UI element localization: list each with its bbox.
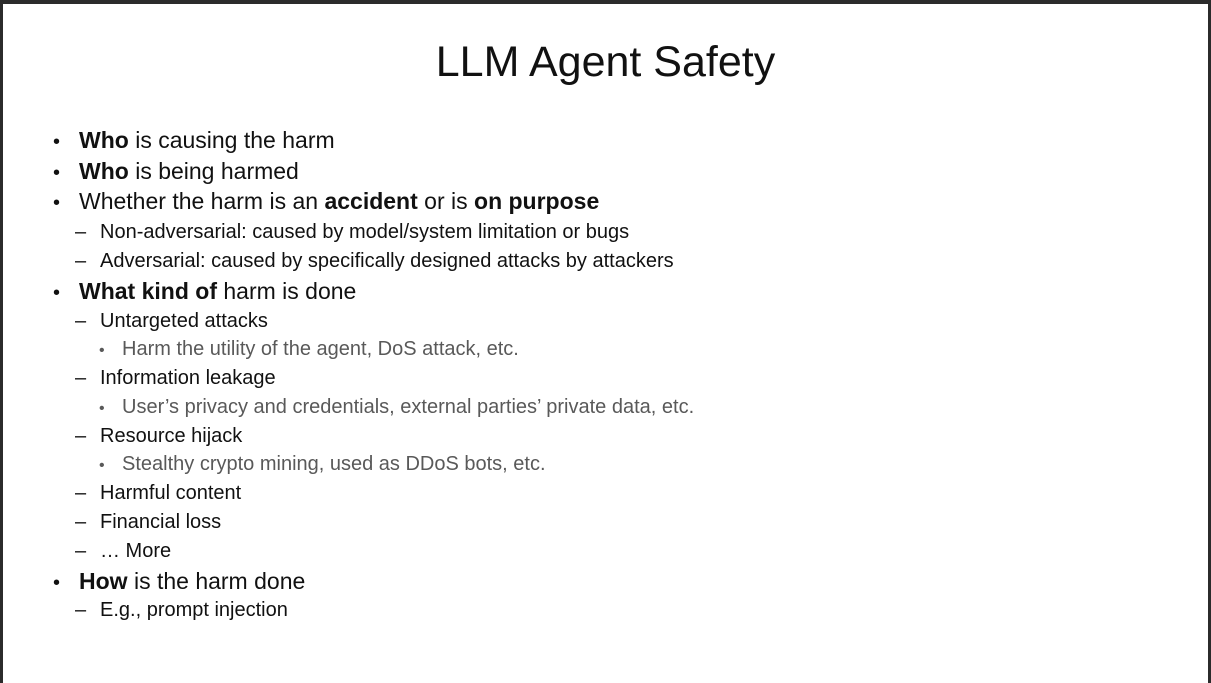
detail-info-leakage (99, 393, 694, 423)
sub-bullet-text: Resource hijack (100, 425, 243, 447)
bullet-icon: • (53, 572, 61, 594)
bullet-icon: • (53, 192, 61, 214)
bullet-text: is causing the harm (128, 127, 335, 153)
bold-text: What kind of (79, 278, 217, 304)
bullet-how (53, 566, 305, 598)
sub-bullet-financial-loss (75, 508, 221, 536)
dash-icon: – (75, 425, 87, 447)
bullet-icon: • (53, 162, 61, 184)
sub-bullet-text: Adversarial: caused by specifically designed attacks by attackers (100, 250, 674, 272)
bold-text: How (79, 568, 128, 594)
dash-icon: – (75, 367, 87, 389)
bullet-icon: • (99, 457, 105, 474)
sub-bullet-harmful-content (75, 479, 241, 507)
dash-icon: – (75, 511, 87, 533)
sub-bullet-text: E.g., prompt injection (100, 599, 288, 621)
slide-title: LLM Agent Safety (435, 38, 776, 86)
sub-bullet-info-leakage (75, 364, 276, 392)
bullet-text: is being harmed (128, 158, 299, 184)
detail-text: User’s privacy and credentials, external parties’ private data, etc. (122, 396, 695, 418)
bullet-who-harmed (53, 156, 299, 188)
sub-bullet-more (75, 537, 171, 565)
bold-text: on purpose (474, 188, 600, 214)
bullet-icon: • (99, 342, 105, 359)
bold-text: Who (79, 127, 129, 153)
dash-icon: – (75, 599, 87, 621)
dash-icon: – (75, 482, 87, 504)
detail-untargeted (99, 335, 519, 365)
bold-text: accident (324, 188, 418, 214)
sub-bullet-adversarial (75, 247, 674, 275)
bullet-what-kind (53, 276, 356, 308)
sub-bullet-example (75, 596, 288, 624)
bullet-text: harm is done (216, 278, 357, 304)
bullet-text: or is (417, 188, 475, 214)
dash-icon: – (75, 310, 87, 332)
sub-bullet-text: Information leakage (100, 367, 276, 389)
bullet-text: Whether the harm is an (79, 188, 325, 214)
bullet-icon: • (53, 282, 61, 304)
sub-bullet-text: Harmful content (100, 482, 242, 504)
bullet-whether (53, 186, 599, 218)
bullet-icon: • (99, 400, 105, 417)
sub-bullet-text: Financial loss (100, 511, 222, 533)
detail-resource-hijack (99, 450, 546, 480)
bullet-who-causing (53, 125, 335, 157)
dash-icon: – (75, 250, 87, 272)
sub-bullet-non-adversarial (75, 218, 629, 246)
bold-text: Who (79, 158, 129, 184)
bullet-text: is the harm done (127, 568, 306, 594)
sub-bullet-text: Non-adversarial: caused by model/system limitation or bugs (100, 221, 630, 243)
detail-text: Harm the utility of the agent, DoS attack, etc. (122, 338, 519, 360)
slide (3, 4, 1208, 683)
dash-icon: – (75, 540, 87, 562)
sub-bullet-text: … More (100, 540, 172, 562)
detail-text: Stealthy crypto mining, used as DDoS bots, etc. (122, 453, 546, 475)
sub-bullet-resource-hijack (75, 422, 242, 450)
sub-bullet-text: Untargeted attacks (100, 310, 268, 332)
bullet-icon: • (53, 131, 61, 153)
sub-bullet-untargeted (75, 307, 268, 335)
dash-icon: – (75, 221, 87, 243)
